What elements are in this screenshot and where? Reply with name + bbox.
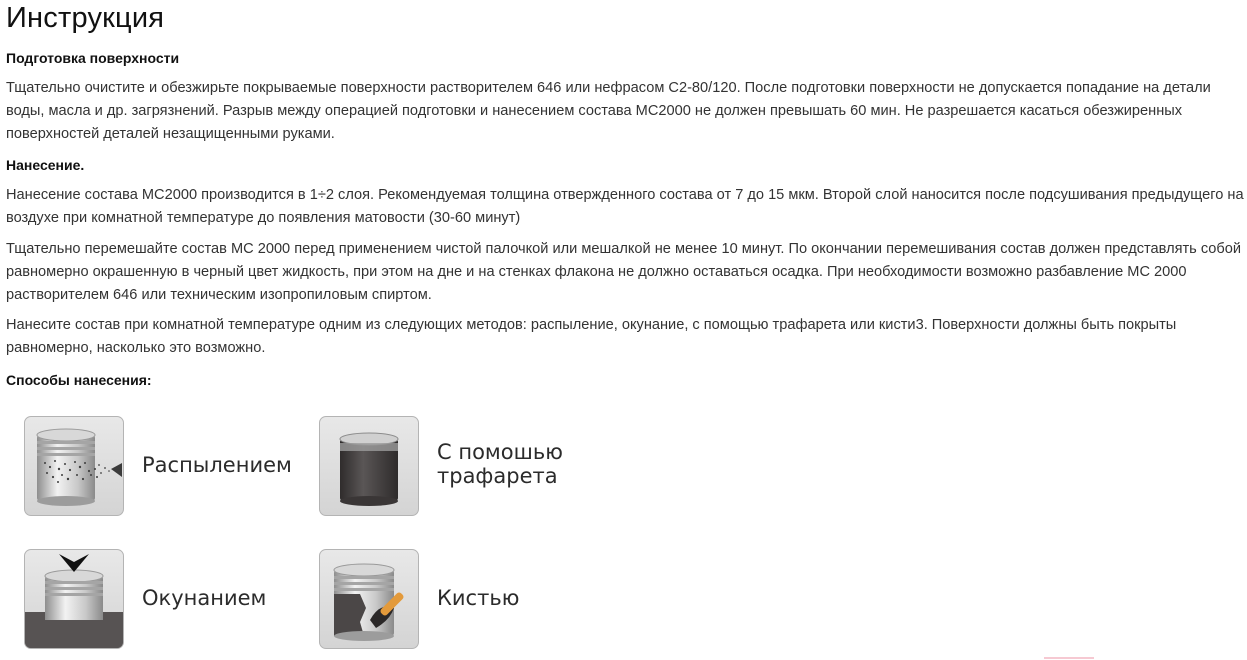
application-paragraph-2: Тщательно перемешайте состав МС 2000 перед применением чистой палочкой или мешалкой не менее 10 минут. По окончании перемешивания состав должен представлять собой равномерно окрашенную в черный цвет жидкость, при этом на дне и на стенках флакона не должно оставаться осадка. При необходимости возможно разбавление МС 2000 растворителем 646 или техническим изопропиловым спиртом. [6, 241, 1242, 303]
section-heading-methods: Способы нанесения: [6, 372, 152, 388]
brush-icon [319, 549, 419, 649]
method-label-spray: Распылением [142, 453, 292, 477]
section-heading-surface-prep: Подготовка поверхности [6, 50, 180, 66]
stencil-icon [319, 416, 419, 516]
page-title: Инструкция [6, 2, 165, 34]
footer-accent-line [1044, 657, 1094, 659]
method-label-stencil-line2: трафарета [437, 464, 558, 488]
method-label-brush: Кистью [437, 586, 520, 610]
section-heading-application: Нанесение. [6, 157, 85, 173]
spray-icon [24, 416, 124, 516]
application-paragraph-3: Нанесите состав при комнатной температуре одним из следующих методов: распыление, окунание, с помощью трафарета или кисти3. Поверхности должны быть покрыты равномерно, насколько это возможно. [6, 317, 1177, 356]
dip-icon [24, 549, 124, 649]
method-label-dip: Окунанием [142, 586, 267, 610]
surface-prep-text: Тщательно очистите и обезжирьте покрываемые поверхности растворителем 646 или нефрасом С2-80/120. После подготовки поверхности не допускается попадание на детали воды, масла и др. загрязнений. Разрыв между операцией подготовки и нанесением состава МС2000 не должен превышать 60 мин. Не разрешается касаться обезжиренных поверхностей деталей незащищенными руками. [6, 80, 1211, 142]
method-label-stencil-line1: С помошью [437, 440, 563, 464]
application-paragraph-1: Нанесение состава МС2000 производится в 1÷2 слоя. Рекомендуемая толщина отвержденного состава от 7 до 15 мкм. Второй слой наносится после подсушивания предыдущего на воздухе при комнатной температуре до появления матовости (30-60 минут) [6, 187, 1244, 226]
